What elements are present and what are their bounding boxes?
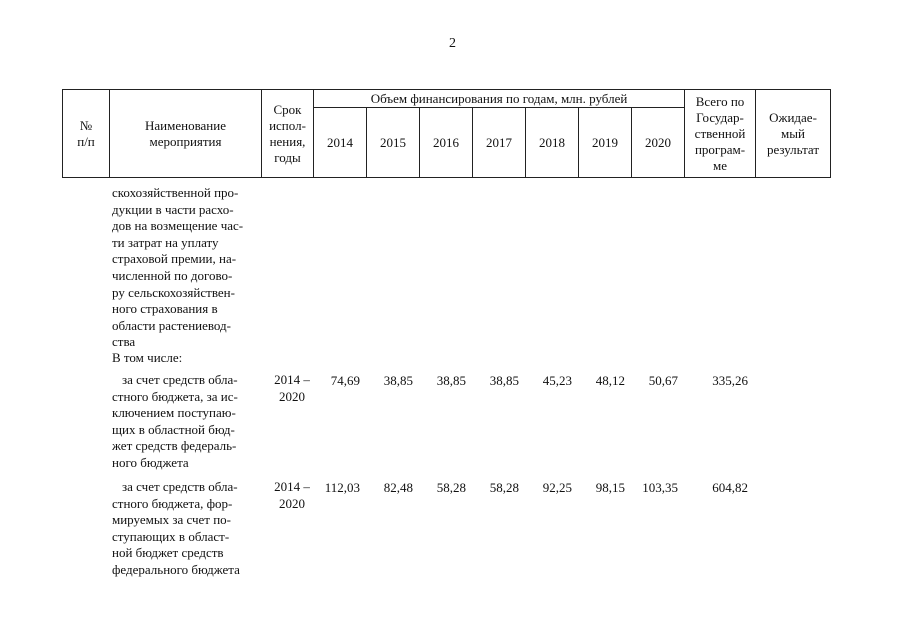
header-number: № п/п	[63, 90, 110, 178]
value-cell: 92,25	[542, 480, 572, 495]
value-cell: 48,12	[595, 373, 625, 388]
total-cell: 604,82	[712, 480, 748, 495]
header-year: 2014	[314, 108, 367, 178]
header-year: 2017	[473, 108, 526, 178]
header-year: 2020	[632, 108, 685, 178]
header-term: Срок испол- нения, годы	[262, 90, 314, 178]
value-cell: 50,67	[648, 373, 678, 388]
value-cell: 74,69	[330, 373, 360, 388]
value-cell: 98,15	[595, 480, 625, 495]
table-row-period: 2014 – 2020	[274, 479, 310, 511]
value-cell: 45,23	[542, 373, 572, 388]
header-name: Наименование мероприятия	[110, 90, 262, 178]
header-year: 2019	[579, 108, 632, 178]
header-total: Всего по Государ- ственной програм- ме	[685, 90, 756, 178]
value-cell: 58,28	[436, 480, 466, 495]
page-number: 2	[449, 36, 456, 51]
total-cell: 335,26	[712, 373, 748, 388]
value-cell: 103,35	[642, 480, 678, 495]
value-cell: 38,85	[489, 373, 519, 388]
header-year: 2015	[367, 108, 420, 178]
table-row-period: 2014 – 2020	[274, 372, 310, 404]
header-year: 2016	[420, 108, 473, 178]
header-funding: Объем финансирования по годам, млн. рублей	[314, 90, 685, 108]
value-cell: 82,48	[383, 480, 413, 495]
header-result: Ожидае- мый результат	[756, 90, 831, 178]
including-label: В том числе:	[112, 350, 183, 365]
value-cell: 38,85	[436, 373, 466, 388]
header-year: 2018	[526, 108, 579, 178]
continuation-text: скохозяйственной про- дукции в части расхо- дов на возмещение час- ти затрат на уплату страховой премии, на- численной по догово- ру сельскохозяйствен- ного страхования в области растениевод- ства	[112, 185, 244, 350]
table-row-name: за счет средств обла- стного бюджета, за ис- ключением поступаю- щих в областной бюд- жет средств федераль- ного бюджета	[112, 372, 238, 470]
table-header	[62, 89, 831, 178]
value-cell: 38,85	[383, 373, 413, 388]
value-cell: 112,03	[324, 480, 360, 495]
value-cell: 58,28	[489, 480, 519, 495]
table-row-name: за счет средств обла- стного бюджета, фор- мируемых за счет по- ступающих в област- ной бюджет средств федерального бюджета	[112, 479, 240, 577]
